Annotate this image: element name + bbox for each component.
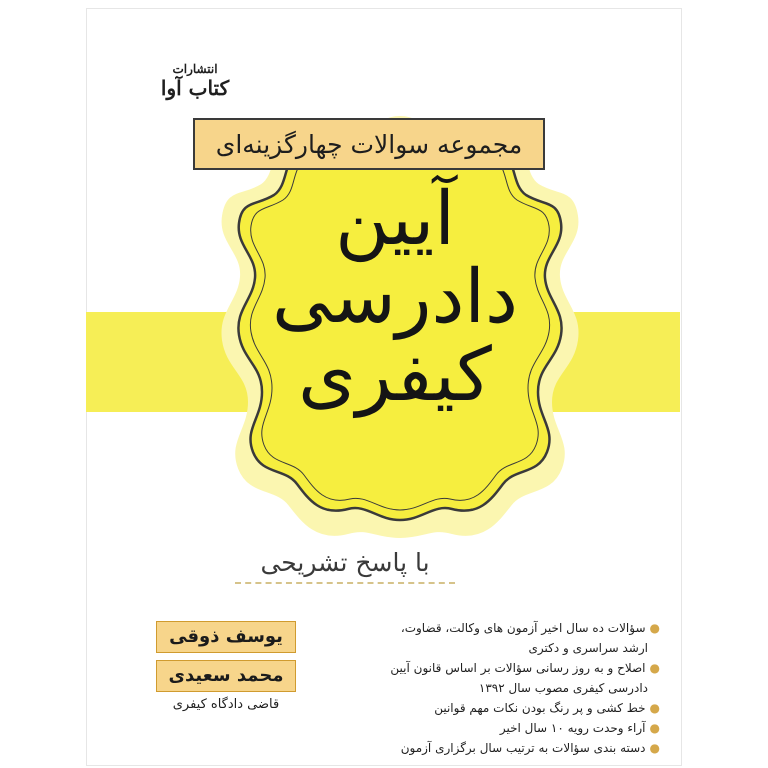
- feature-item: [366, 658, 660, 698]
- author-role: قاضی دادگاه کیفری: [172, 697, 280, 712]
- feature-list: [366, 618, 660, 758]
- feature-item: [366, 738, 660, 758]
- feature-item: [366, 618, 660, 658]
- title-line2: دادرسی: [272, 254, 518, 340]
- feature-text: آراء وحدت رویه ۱۰ سال اخیر: [499, 721, 646, 735]
- feature-item: [366, 698, 660, 718]
- bullet-icon: ●: [649, 721, 660, 735]
- book-title: [250, 176, 540, 520]
- subtitle: با پاسخ تشریحی: [235, 548, 455, 584]
- author-name: یوسف ذوقی: [156, 621, 296, 653]
- bullet-icon: ●: [649, 701, 660, 715]
- title-line1: آیین: [335, 176, 455, 262]
- series-label: مجموعه سوالات چهارگزینه‌ای: [193, 118, 545, 170]
- feature-text: سؤالات ده سال اخیر آزمون های وکالت، قضاوت،: [400, 621, 646, 635]
- feature-continuation: دادرسی کیفری مصوب سال ۱۳۹۲: [478, 681, 648, 695]
- publisher-line1: انتشارات: [172, 62, 218, 76]
- bullet-icon: ●: [649, 621, 660, 635]
- feature-continuation: ارشد سراسری و دکتری: [528, 641, 648, 655]
- publisher-logo: [150, 62, 240, 106]
- feature-text: دسته بندی سؤالات به ترتیب سال برگزاری آزمون: [400, 741, 646, 755]
- title-line3: کیفری: [298, 332, 492, 418]
- author-name: محمد سعیدی: [156, 660, 296, 692]
- publisher-line2: کتاب آوا: [160, 76, 230, 100]
- bullet-icon: ●: [649, 741, 660, 755]
- feature-item: [366, 718, 660, 738]
- feature-text: اصلاح و به روز رسانی سؤالات بر اساس قانون آیین: [390, 661, 646, 675]
- feature-text: خط کشی و پر رنگ بودن نکات مهم قوانین: [434, 701, 646, 715]
- bullet-icon: ●: [649, 661, 660, 675]
